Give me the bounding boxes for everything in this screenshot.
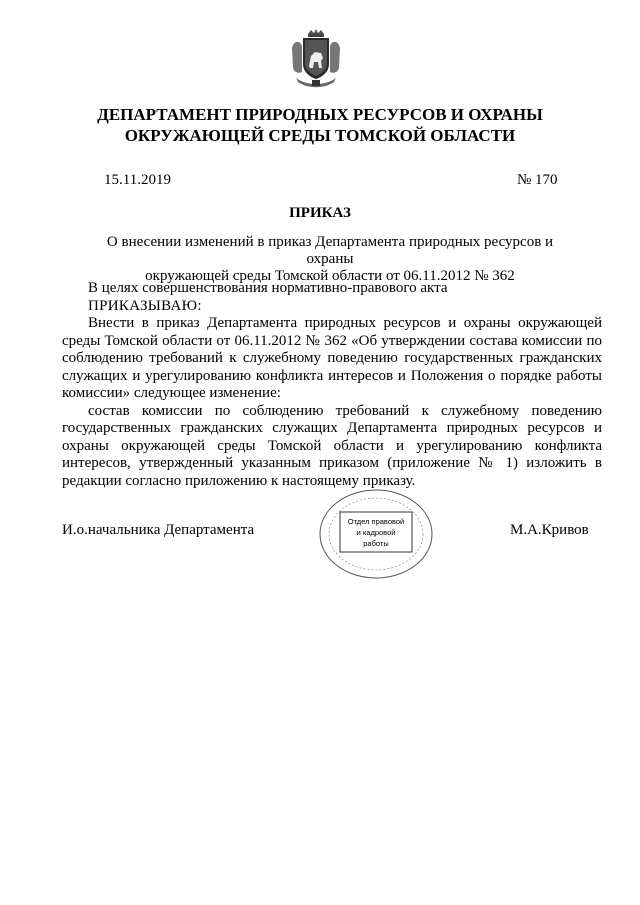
approval-stamp <box>316 486 436 582</box>
body-paragraph-1: Внести в приказ Департамента природных ресурсов и охраны окружающей среды Томской области от 06.11.2012 № 362 «Об утверждении состава комиссии по соблюдению требований к служебному поведению государственных гражданских служащих и урегулированию конфликта интересов и Положения о порядке работы комиссии» следующее изменение: <box>62 315 602 401</box>
coat-of-arms-icon <box>288 28 344 90</box>
header-line-2: ОКРУЖАЮЩЕЙ СРЕДЫ ТОМСКОЙ ОБЛАСТИ <box>124 126 516 145</box>
document-body <box>62 280 602 490</box>
subject-line-2: окружающей среды Томской области от 06.11.2012 № 362 <box>145 268 515 284</box>
header-line-1: ДЕПАРТАМЕНТ ПРИРОДНЫХ РЕСУРСОВ И ОХРАНЫ <box>97 105 543 124</box>
document-date: 15.11.2019 <box>104 172 171 188</box>
subject-line-1: О внесении изменений в приказ Департамента природных ресурсов и охраны <box>106 234 554 267</box>
document-number: № 170 <box>517 172 558 188</box>
purpose-paragraph: В целях совершенствования нормативно-правового акта <box>88 280 448 296</box>
signatory-position: И.о.начальника Департамента <box>62 522 255 538</box>
stamp-line-2: и кадровой <box>356 528 396 537</box>
order-word: ПРИКАЗЫВАЮ: <box>88 297 202 314</box>
department-header <box>0 104 640 146</box>
stamp-line-1: Отдел правовой <box>347 517 405 526</box>
body-paragraph-2: состав комиссии по соблюдению требований к служебному поведению государственных гражданских служащих Департамента природных ресурсов и охраны окружающей среды Томской области и урегулированию конфликта интересов, утвержденный указанным приказом (приложение № 1) изложить в редакции согласно приложению к настоящему приказу. <box>62 402 602 489</box>
document-title: ПРИКАЗ <box>289 205 351 221</box>
stamp-line-3: работы <box>363 539 389 548</box>
signatory-name: М.А.Кривов <box>510 522 589 538</box>
document-subject <box>100 234 560 285</box>
